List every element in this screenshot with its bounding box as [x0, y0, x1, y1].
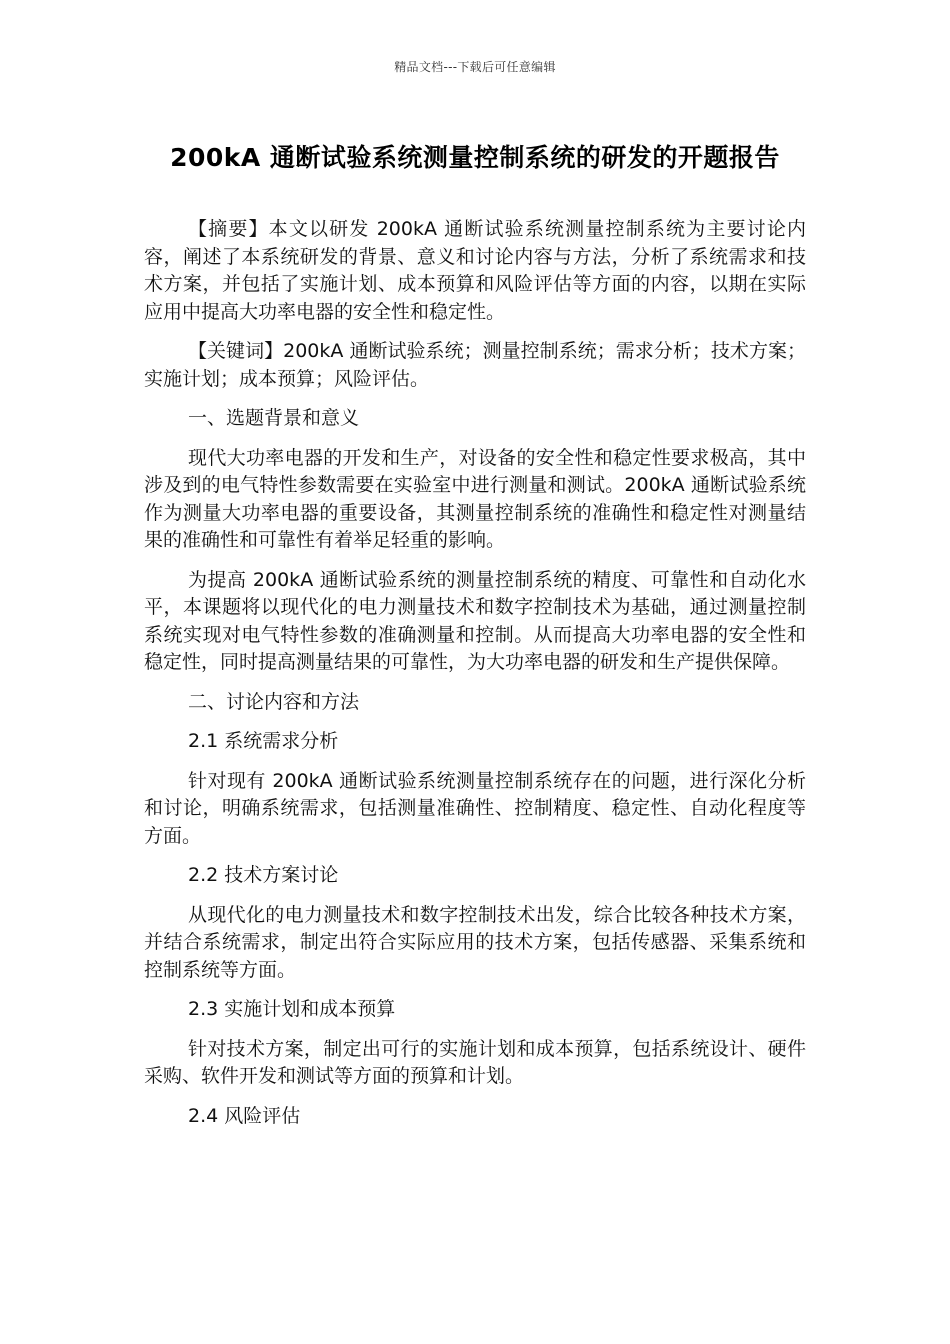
abstract-paragraph: 【摘要】本文以研发 200kA 通断试验系统测量控制系统为主要讨论内容，阐述了本系统研发的背景、意义和讨论内容与方法，分析了系统需求和技术方案，并包括了实施计划、成本预算和风险评估等方面的内容，以期在实际应用中提高大功率电器的安全性和稳定性。 [144, 218, 806, 323]
subsection-heading-2-1: 2.1 系统需求分析 [188, 730, 339, 752]
section-heading-methods: 二、讨论内容和方法 [188, 690, 360, 713]
background-paragraph-1: 现代大功率电器的开发和生产，对设备的安全性和稳定性要求极高，其中涉及到的电气特性参数需要在实验室中进行测量和测试。200kA 通断试验系统作为测量大功率电器的重要设备，其测量控制系统的准确性和稳定性对测量结果的准确性和可靠性有着举足轻重的影响。 [144, 446, 806, 551]
document-title: 200kA 通断试验系统测量控制系统的研发的开题报告 [170, 143, 780, 172]
subsection-heading-2-4: 2.4 风险评估 [188, 1104, 301, 1127]
subsection-heading-2-3: 2.3 实施计划和成本预算 [188, 998, 396, 1020]
background-paragraph-2: 为提高 200kA 通断试验系统的测量控制系统的精度、可靠性和自动化水平，本课题将以现代化的电力测量技术和数字控制技术为基础，通过测量控制系统实现对电气特性参数的准确测量和控制。从而提高大功率电器的安全性和稳定性，同时提高测量结果的可靠性，为大功率电器的研发和生产提供保障。 [144, 568, 806, 673]
technical-plan-paragraph: 从现代化的电力测量技术和数字控制技术出发，综合比较各种技术方案，并结合系统需求，制定出符合实际应用的技术方案，包括传感器、采集系统和控制系统等方面。 [144, 903, 806, 981]
requirements-paragraph: 针对现有 200kA 通断试验系统测量控制系统存在的问题，进行深化分析和讨论，明确系统需求，包括测量准确性、控制精度、稳定性、自动化程度等方面。 [144, 769, 806, 847]
section-heading-background: 一、选题背景和意义 [188, 407, 360, 429]
page-header: 精品文档---下载后可任意编辑 [394, 60, 556, 74]
keywords-paragraph: 【关键词】200kA 通断试验系统；测量控制系统；需求分析；技术方案；实施计划；成本预算；风险评估。 [144, 340, 806, 390]
subsection-heading-2-2: 2.2 技术方案讨论 [188, 864, 339, 886]
document-body [144, 216, 806, 1142]
schedule-budget-paragraph: 针对技术方案，制定出可行的实施计划和成本预算，包括系统设计、硬件采购、软件开发和测试等方面的预算和计划。 [144, 1037, 806, 1087]
